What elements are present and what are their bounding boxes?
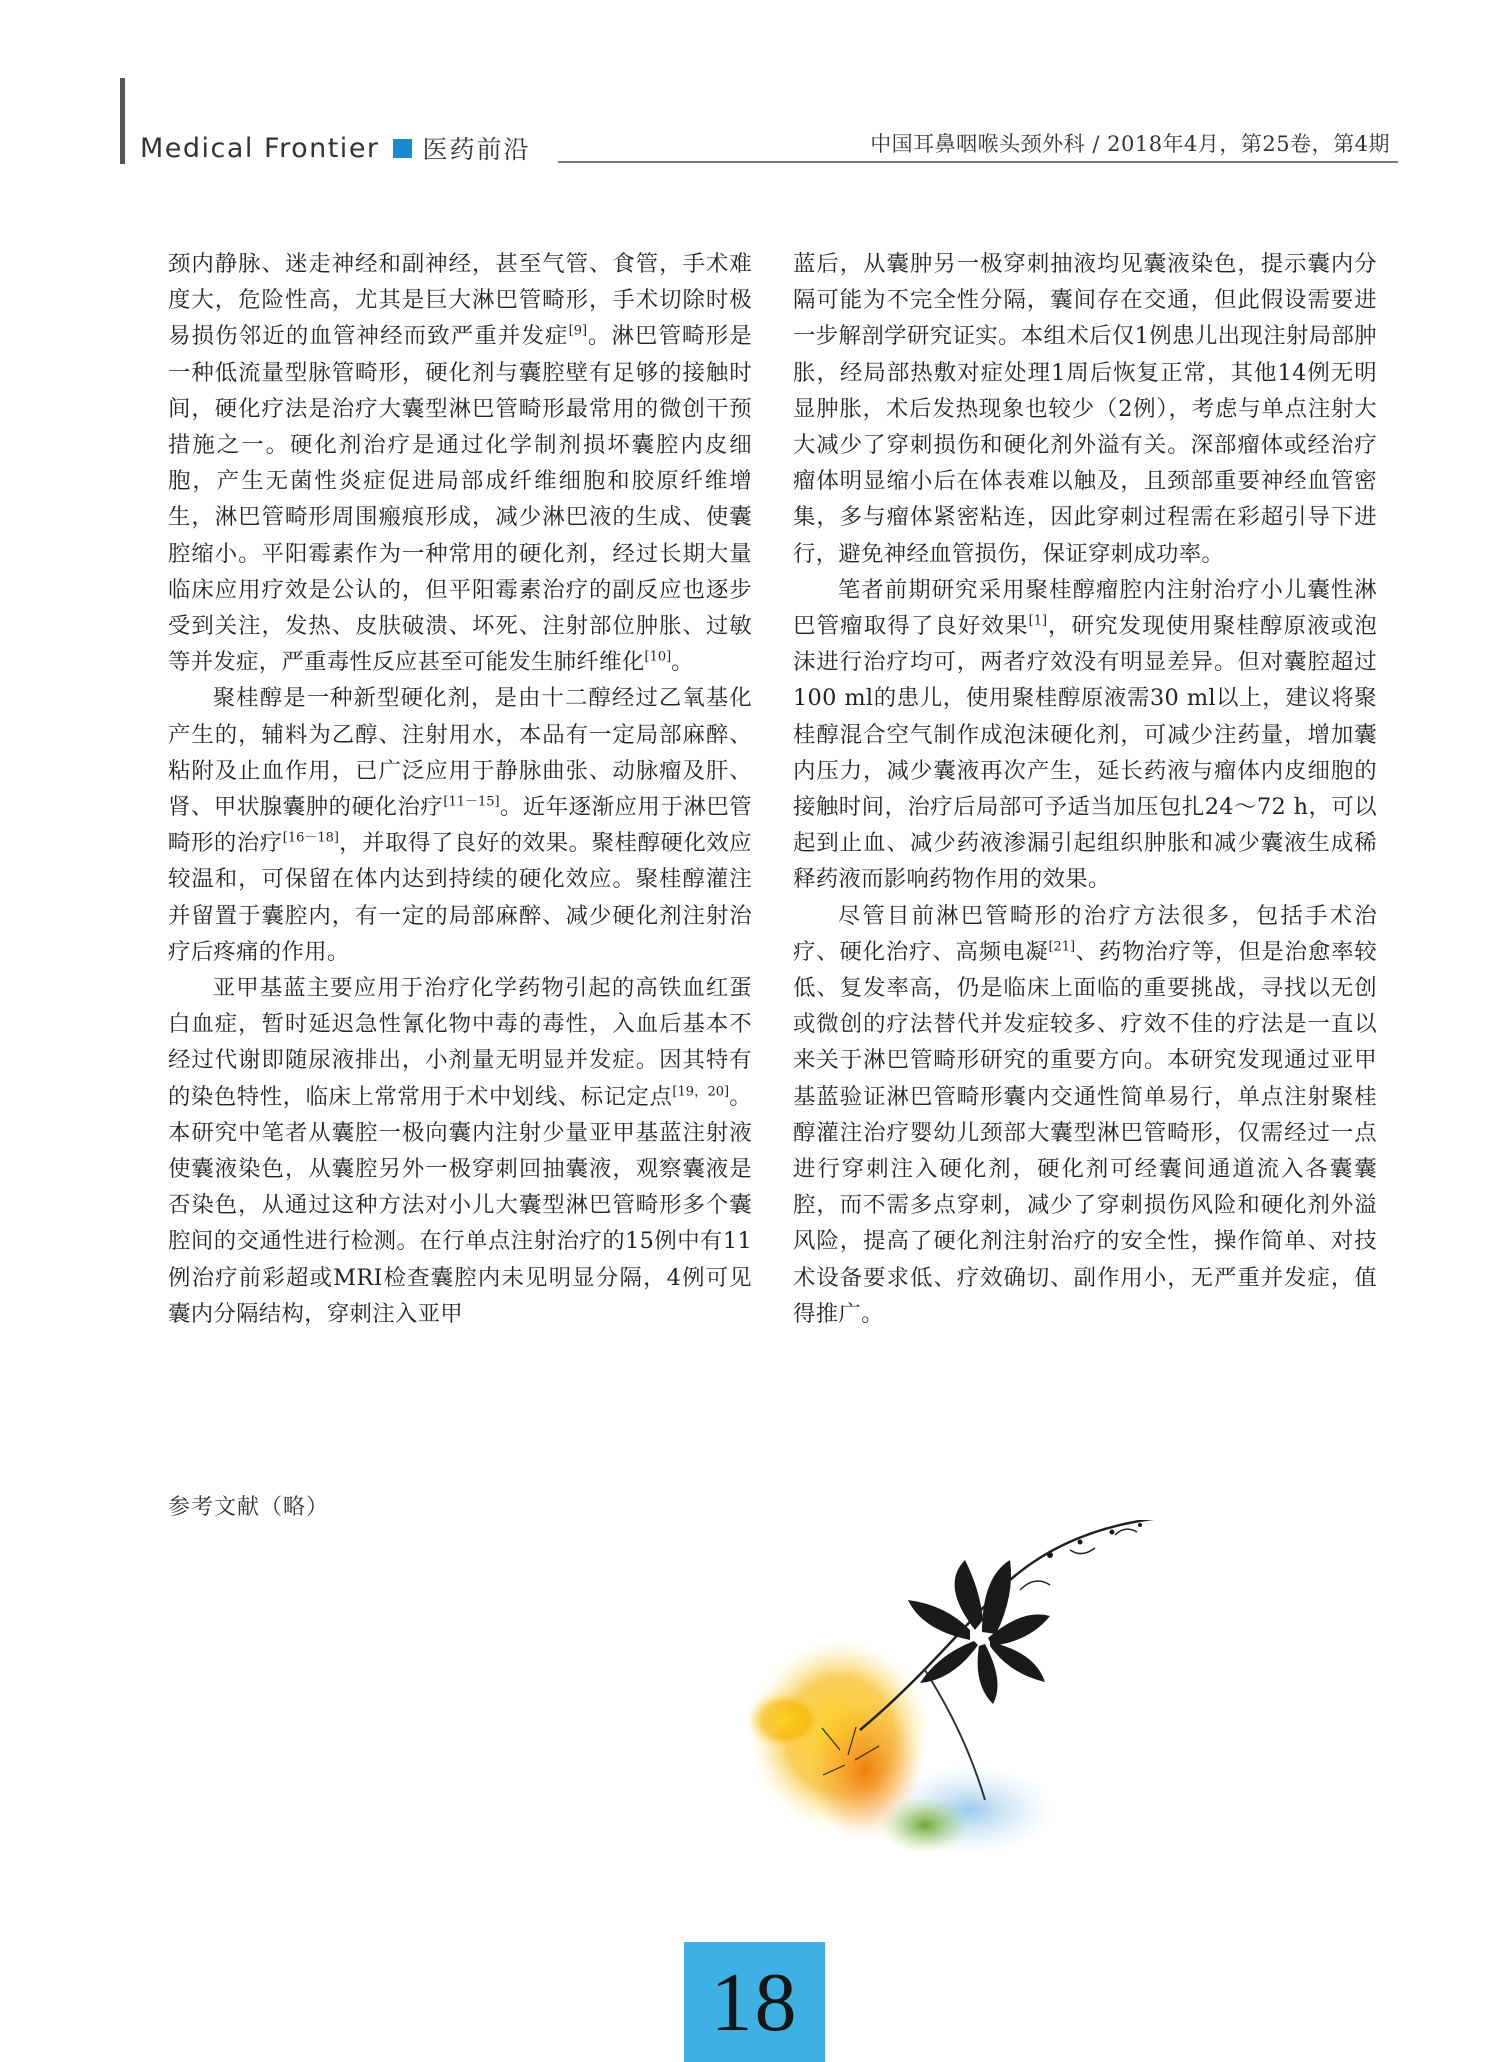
citation-ref: [9] (568, 323, 588, 339)
right-paragraph-2 (793, 572, 1377, 898)
section-square-icon (393, 139, 412, 158)
citation-ref: [10] (644, 649, 672, 665)
left-paragraph-3 (168, 970, 752, 1332)
citation-ref: [16－18] (282, 830, 339, 846)
text-run: 。淋巴管畸形是一种低流量型脉管畸形，硬化剂与囊腔壁有足够的接触时间，硬化疗法是治疗大囊型淋巴管畸形最常用的微创干预措施之一。硬化剂治疗是通过化学制剂损坏囊腔内皮细胞，产生无菌性炎症促进局部成纤维细胞和胶原纤维增生，淋巴管畸形周围瘢痕形成，减少淋巴液的生成、使囊腔缩小。平阳霉素作为一种常用的硬化剂，经过长期大量临床应用疗效是公认的，但平阳霉素治疗的副反应也逐步受到关注，发热、皮肤破溃、坏死、注射部位肿胀、过敏等并发症，严重毒性反应甚至可能发生肺纤维化 (168, 323, 752, 676)
header-rule (558, 161, 1398, 163)
page-number-box (684, 1942, 825, 2062)
text-run: 、药物治疗等，但是治愈率较低、复发率高，仍是临床上面临的重要挑战，寻找以无创或微创的疗法替代并发症较多、疗效不佳的疗法是一直以来关于淋巴管畸形研究的重要方向。本研究发现通过亚甲基蓝验证淋巴管畸形囊内交通性简单易行，单点注射聚桂醇灌注治疗婴幼儿颈部大囊型淋巴管畸形，仅需经过一点进行穿刺注入硬化剂，硬化剂可经囊间通道流入各囊囊腔，而不需多点穿刺，减少了穿刺损伤风险和硬化剂外溢风险，提高了硬化剂注射治疗的安全性，操作简单、对技术设备要求低、疗效确切、副作用小，无严重并发症，值得推广。 (793, 938, 1377, 1327)
citation-ref: [19，20] (672, 1084, 730, 1100)
text-run: ，并取得了良好的效果。聚桂醇硬化效应较温和，可保留在体内达到持续的硬化效应。聚桂醇灌注并留置于囊腔内，有一定的局部麻醉、减少硬化剂注射治疗后疼痛的作用。 (168, 830, 752, 965)
citation-ref: [1] (1028, 613, 1048, 629)
citation-ref: [21] (1048, 939, 1076, 955)
left-paragraph-2 (168, 680, 752, 970)
section-header (140, 131, 531, 165)
text-run: 颈内静脉、迷走神经和副神经，甚至气管、食管，手术难度大，危险性高，尤其是巨大淋巴管畸形，手术切除时极易损伤邻近的血管神经而致严重并发症 (168, 251, 752, 350)
header-vertical-bar (120, 78, 125, 164)
text-run: 尽管目前淋巴管畸形的治疗方法很多，包括手术治疗、硬化治疗、高频电凝 (793, 902, 1377, 965)
section-title-en: Medical Frontier (140, 132, 380, 164)
right-paragraph-3 (793, 898, 1377, 1332)
references-label: 参考文献（略） (168, 1495, 330, 1520)
text-run: 笔者前期研究采用聚桂醇瘤腔内注射治疗小儿囊性淋巴管瘤取得了良好效果 (793, 576, 1377, 640)
text-run: 。本研究中笔者从囊腔一极向囊内注射少量亚甲基蓝注射液使囊液染色，从囊腔另外一极穿刺回抽囊液，观察囊液是否染色，从通过这种方法对小儿大囊型淋巴管畸形多个囊腔间的交通性进行检测。在行单点注射治疗的15例中有11例治疗前彩超或MRI检查囊腔内未见明显分隔，4例可见囊内分隔结构，穿刺注入亚甲 (168, 1083, 752, 1327)
text-run: 。 (671, 649, 694, 676)
text-run: ，研究发现使用聚桂醇原液或泡沫进行治疗均可，两者疗效没有明显差异。但对囊腔超过100 ml的患儿，使用聚桂醇原液需30 ml以上，建议将聚桂醇混合空气制作成泡沫硬化剂，可减少注药量，增加囊内压力，减少囊液再次产生，延长药液与瘤体内皮细胞的接触时间，治疗后局部可予适当加压包扎24～72 h，可以起到止血、减少药液渗漏引起组织肿胀和减少囊液生成稀释药液而影响药物作用的效果。 (793, 613, 1378, 893)
flower-illustration (720, 1520, 1220, 1900)
text-run: 亚甲基蓝主要应用于治疗化学药物引起的高铁血红蛋白血症，暂时延迟急性氰化物中毒的毒性，入血后基本不经过代谢即随尿液排出，小剂量无明显并发症。因其特有的染色特性，临床上常常用于术中划线、标记定点 (168, 975, 752, 1110)
citation-ref: [11－15] (443, 794, 500, 810)
text-run: 。近年逐渐应用于淋巴管畸形的治疗 (168, 794, 752, 857)
text-run: 聚桂醇是一种新型硬化剂，是由十二醇经过乙氧基化产生的，辅料为乙醇、注射用水，本品有一定局部麻醉、粘附及止血作用，已广泛应用于静脉曲张、动脉瘤及肝、肾、甲状腺囊肿的硬化治疗 (168, 685, 752, 821)
left-column (168, 246, 752, 1332)
section-title-cn: 医药前沿 (422, 135, 531, 164)
right-paragraph-1: 蓝后，从囊肿另一极穿刺抽液均见囊液染色，提示囊内分隔可能为不完全性分隔，囊间存在交通，但此假设需要进一步解剖学研究证实。本组术后仅1例患儿出现注射局部肿胀，经局部热敷对症处理1周后恢复正常，其他14例无明显肿胀，术后发热现象也较少（2例），考虑与单点注射大大减少了穿刺损伤和硬化剂外溢有关。深部瘤体或经治疗瘤体明显缩小后在体表难以触及，且颈部重要神经血管密集，多与瘤体紧密粘连，因此穿刺过程需在彩超引导下进行，避免神经血管损伤，保证穿刺成功率。 (793, 251, 1377, 567)
left-paragraph-1 (168, 246, 752, 680)
page-number: 18 (710, 1955, 799, 2049)
journal-info: 中国耳鼻咽喉头颈外科 / 2018年4月，第25卷，第4期 (870, 132, 1390, 156)
right-column (793, 246, 1377, 1332)
